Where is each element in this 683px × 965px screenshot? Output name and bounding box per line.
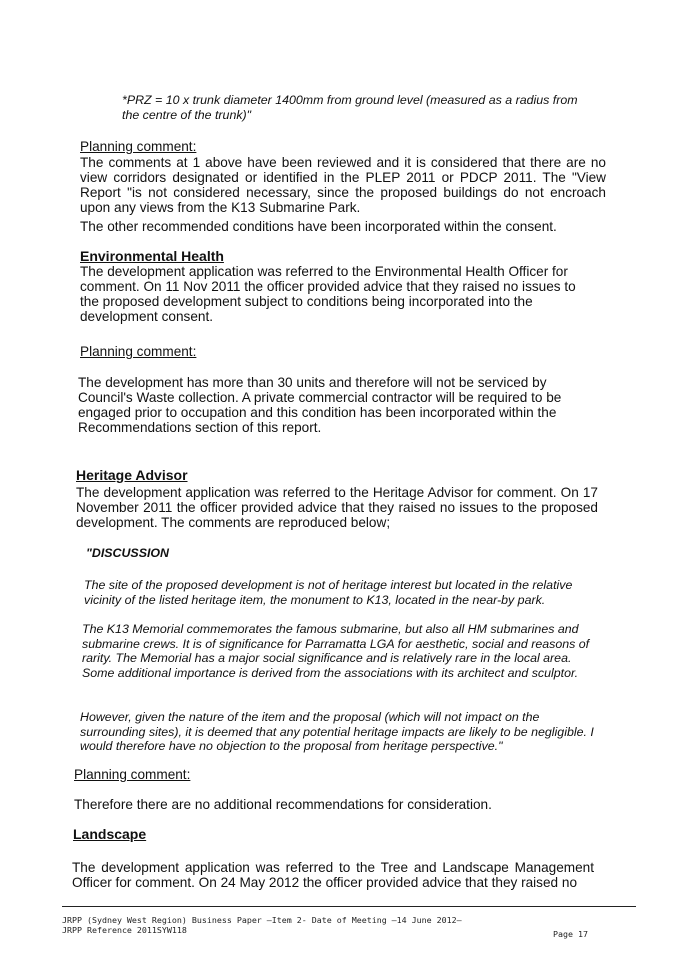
heritage-quote: However, given the nature of the item and the proposal (which will not impact on the surrounding sites), it is deemed that any potential heritage impacts are likely to be negligible. I would therefore have no objection to the proposal from heritage perspective."	[80, 710, 594, 753]
environmental-health-text: The development application was referred to the Environmental Health Officer for comment. On 11 Nov 2011 the officer provided advice that they raised no issues to the proposed development subject to conditions being incorporated into the development consent.	[80, 264, 576, 324]
planning-comment-label: Planning comment:	[74, 767, 191, 782]
landscape-heading: Landscape	[73, 826, 147, 842]
footer-meeting-line: JRPP (Sydney West Region) Business Paper –Item 2- Date of Meeting –14 June 2012–	[62, 915, 462, 925]
heritage-quote: The K13 Memorial commemorates the famous submarine, but also all HM submarines and submarine crews. It is of significance for Parramatta LGA for aesthetic, social and reasons of rarity. The Memorial has a major social significance and is relatively rare in the local area. Some additional importance is derived from the associations with its architect and sculptor.	[82, 622, 590, 680]
planning-comment-text: The comments at 1 above have been reviewed and it is considered that there are no view corridors designated or identified in the PLEP 2011 or PDCP 2011. The "View Report "is not considered necessary, since the proposed buildings do not encroach upon any views from the K13 Submarine Park.	[80, 155, 606, 215]
planning-comment-text: The development has more than 30 units and therefore will not be serviced by Council's Waste collection. A private commercial contractor will be required to be engaged prior to occupation and this condition has been incorporated within the Recommendations section of this report.	[78, 375, 562, 435]
heritage-advisor-heading: Heritage Advisor	[76, 467, 188, 483]
planning-comment-label: Planning comment:	[80, 344, 197, 359]
prz-note: *PRZ = 10 x trunk diameter 1400mm from ground level (measured as a radius from the centre of the trunk)"	[122, 93, 578, 122]
footer-reference-line: JRPP Reference 2011SYW118	[62, 925, 187, 935]
footer-divider	[62, 906, 636, 907]
discussion-heading: "DISCUSSION	[86, 546, 169, 560]
planning-comment-conditions: The other recommended conditions have been incorporated within the consent.	[80, 219, 557, 234]
heritage-advisor-text: The development application was referred to the Heritage Advisor for comment. On 17 November 2011 the officer provided advice that they raised no issues to the proposed development. The comments are reproduced below;	[76, 485, 598, 530]
planning-comment-text: Therefore there are no additional recommendations for consideration.	[74, 797, 492, 812]
planning-comment-label: Planning comment:	[80, 139, 197, 154]
environmental-health-heading: Environmental Health	[80, 248, 224, 264]
heritage-quote: The site of the proposed development is not of heritage interest but located in the relative vicinity of the listed heritage item, the monument to K13, located in the near-by park.	[84, 578, 573, 607]
landscape-text: The development application was referred to the Tree and Landscape Management Officer for comment. On 24 May 2012 the officer provided advice that they raised no	[72, 860, 594, 890]
page-number: Page 17	[553, 929, 588, 939]
